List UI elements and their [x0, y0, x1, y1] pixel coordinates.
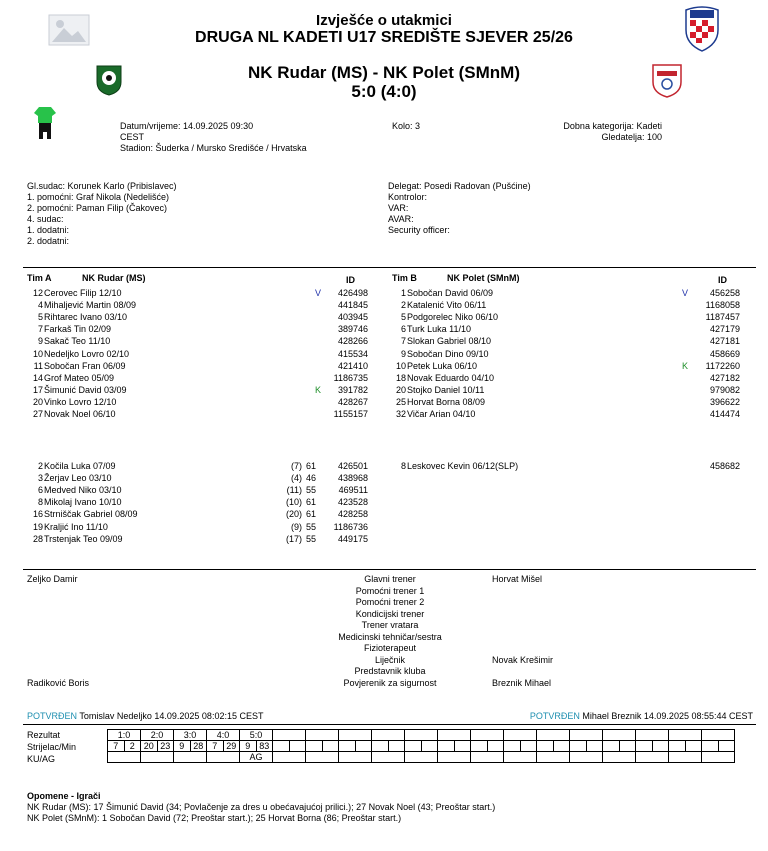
player-row — [29, 323, 368, 335]
ku-ag-cell — [405, 752, 438, 763]
staff-role-label: Pomoćni trener 1 — [355, 585, 425, 596]
result-cell — [570, 730, 603, 741]
staff-role-label: Glavni trener — [364, 574, 416, 584]
player-id: 389746 — [337, 324, 368, 335]
player-name: Žerjav Leo 03/10 — [44, 473, 112, 484]
player-number: 25 — [395, 396, 406, 407]
scorer-cell — [652, 741, 669, 752]
player-name: Leskovec Kevin 06/12(SLP) — [407, 461, 519, 471]
scorer-cell — [619, 741, 636, 752]
competition-title: DRUGA NL KADETI U17 SREDIŠTE SJEVER 25/26 — [195, 29, 573, 46]
player-name: Novak Noel 06/10 — [44, 409, 116, 419]
player-row — [29, 287, 368, 299]
result-cell — [471, 730, 504, 741]
ku-ag-cell — [174, 752, 207, 763]
player-id: 441845 — [337, 300, 368, 311]
sub-row — [29, 533, 368, 545]
player-row — [392, 311, 740, 323]
player-number: 9 — [400, 348, 406, 359]
official-line: 2. dodatni: — [27, 236, 70, 246]
player-role-mark: V — [682, 288, 689, 298]
staff-role-label: Kondicijski trener — [355, 608, 425, 619]
player-name: Vičar Arian 04/10 — [407, 409, 476, 419]
official-line: Kontrolor: — [388, 192, 428, 202]
player-id: 1168058 — [705, 300, 740, 311]
player-number: 5 — [37, 312, 43, 323]
ku-ag-cell — [636, 752, 669, 763]
team-b-representative: Breznik Mihael — [492, 678, 552, 688]
official-line: Gl.sudac: Korunek Karlo (Pribislavec) — [27, 181, 177, 191]
sub-row — [392, 460, 740, 472]
player-id: 449175 — [337, 533, 368, 544]
sub-row — [29, 496, 368, 508]
player-id: 423528 — [337, 497, 368, 508]
ku-ag-cell — [603, 752, 636, 763]
scorer-cell — [520, 741, 537, 752]
player-number: 14 — [32, 372, 43, 383]
match-round: Kolo: 3 — [392, 121, 421, 131]
player-row — [29, 299, 368, 311]
sub-replaced: (9) — [291, 521, 302, 532]
official-line: 4. sudac: — [27, 214, 64, 224]
player-row — [29, 335, 368, 347]
scorer-cell — [685, 741, 702, 752]
team-a-coach: Zeljko Damir — [27, 574, 78, 584]
player-name: Nedeljko Lovro 02/10 — [44, 348, 130, 359]
sub-minute: 46 — [305, 473, 316, 484]
scorer-cell — [372, 741, 389, 752]
player-number: 16 — [32, 509, 43, 520]
result-cell — [504, 730, 537, 741]
ku-ag-cell — [372, 752, 405, 763]
team-a-confirmation — [27, 711, 263, 721]
player-id: 403945 — [337, 312, 368, 323]
team-b-name: NK Polet (SMnM) — [447, 273, 520, 283]
match-title: NK Rudar (MS) - NK Polet (SMnM) — [248, 63, 520, 82]
report-title: Izvješće o utakmici — [316, 12, 452, 29]
staff-role-label: Fizioterapeut — [363, 643, 417, 653]
result-cell: 2:0 — [141, 730, 174, 741]
team-a-id-header: ID — [346, 275, 355, 285]
scorer-cell — [339, 741, 356, 752]
player-role-mark: V — [315, 288, 322, 298]
player-id: 1172260 — [705, 360, 740, 371]
player-number: 27 — [32, 409, 43, 419]
team-b-coach: Horvat Mišel — [492, 574, 543, 584]
player-id: 426501 — [337, 461, 368, 471]
player-name: Trstenjak Teo 09/09 — [44, 533, 123, 544]
staff-role-label: Predstavnik kluba — [354, 666, 426, 676]
player-number: 20 — [32, 396, 43, 407]
scorer-cell — [388, 741, 405, 752]
team-b-id-header: ID — [718, 275, 727, 285]
player-row — [29, 360, 368, 372]
ku-ag-cell — [537, 752, 570, 763]
player-row — [392, 372, 740, 384]
scorer-cell — [487, 741, 504, 752]
official-line: 1. dodatni: — [27, 225, 70, 235]
player-row — [392, 360, 740, 372]
goal-timeline-table — [107, 729, 735, 763]
player-name: Mikolaj Ivano 10/10 — [44, 497, 122, 508]
player-name: Horvat Borna 08/09 — [407, 396, 486, 407]
player-name: Podgorelec Niko 06/10 — [407, 312, 499, 323]
team-a-name: NK Rudar (MS) — [82, 273, 146, 283]
player-role-mark: K — [315, 384, 322, 395]
ku-ag-cell — [570, 752, 603, 763]
ku-ag-cell — [702, 752, 735, 763]
player-name: Novak Eduardo 04/10 — [407, 372, 495, 383]
player-name: Mihaljević Martin 08/09 — [44, 300, 137, 311]
player-id: 426498 — [337, 288, 368, 298]
player-name: Petek Luka 06/10 — [407, 360, 478, 371]
player-name: Medved Niko 03/10 — [44, 485, 122, 496]
player-name: Farkaš Tin 02/09 — [44, 324, 112, 335]
player-row — [29, 372, 368, 384]
scorer-cell — [553, 741, 570, 752]
score-label-ku-ag: KU/AG — [27, 754, 56, 764]
sub-replaced: (4) — [291, 473, 302, 484]
player-number: 6 — [37, 485, 43, 496]
player-name: Kočila Luka 07/09 — [44, 461, 116, 471]
player-name: Stojko Daniel 10/11 — [407, 384, 485, 395]
player-number: 10 — [395, 360, 406, 371]
scorer-cell — [504, 741, 521, 752]
sub-minute: 55 — [305, 521, 316, 532]
official-line: Delegat: Posedi Radovan (Pušćine) — [388, 181, 531, 191]
scorer-cell — [306, 741, 323, 752]
confirm-status: POTVRĐEN — [529, 711, 580, 721]
score-label-scorer: Strijelac/Min — [27, 742, 77, 752]
player-row — [392, 299, 740, 311]
player-row — [29, 348, 368, 360]
ku-ag-cell — [438, 752, 471, 763]
player-id: 428258 — [337, 509, 368, 520]
player-id: 438968 — [337, 473, 368, 484]
team-b-confirmation — [530, 711, 753, 721]
sub-replaced: (7) — [291, 461, 302, 471]
scorer-cell — [355, 741, 372, 752]
team-a-representative: Radiković Boris — [27, 678, 90, 688]
result-cell — [273, 730, 306, 741]
player-number: 10 — [32, 348, 43, 359]
player-number: 20 — [395, 384, 406, 395]
player-row — [392, 287, 740, 299]
player-name: Cerovec Filip 12/10 — [44, 288, 122, 298]
scorer-cell — [289, 741, 306, 752]
player-number: 2 — [37, 461, 43, 471]
ku-ag-cell — [273, 752, 306, 763]
result-cell: 3:0 — [174, 730, 207, 741]
match-stadium: Stadion: Šuderka / Mursko Središće / Hrvatska — [120, 143, 307, 153]
team-a-label: Tim A — [27, 273, 52, 283]
match-datetime: Datum/vrijeme: 14.09.2025 09:30 — [120, 121, 254, 131]
scorer-cell — [471, 741, 488, 752]
ku-ag-cell — [207, 752, 240, 763]
player-id: 456258 — [709, 288, 740, 298]
confirm-detail: Mihael Breznik 14.09.2025 08:55:44 CEST — [582, 711, 753, 721]
player-number: 11 — [33, 360, 43, 371]
player-row — [392, 384, 740, 396]
player-number: 9 — [37, 336, 43, 347]
player-id: 1155157 — [333, 409, 368, 419]
player-number: 2 — [400, 300, 406, 311]
player-row — [392, 335, 740, 347]
result-cell — [603, 730, 636, 741]
sub-replaced: (17) — [285, 533, 302, 544]
scorer-cell: 20 — [141, 741, 158, 752]
sub-minute: 61 — [305, 509, 316, 520]
staff-role-label: Pomoćni trener 2 — [355, 597, 425, 607]
player-id: 979082 — [709, 384, 740, 395]
scorer-cell — [570, 741, 587, 752]
sub-row — [29, 508, 368, 520]
player-row — [392, 323, 740, 335]
official-line: 2. pomoćni: Paman Filip (Čakovec) — [27, 203, 168, 213]
sub-minute: 61 — [305, 497, 316, 508]
player-id: 458669 — [709, 348, 740, 359]
scorer-cell — [322, 741, 339, 752]
sub-minute: 55 — [305, 533, 316, 544]
ku-ag-cell — [108, 752, 141, 763]
sub-row — [29, 460, 368, 472]
sub-row — [29, 521, 368, 533]
player-row — [29, 311, 368, 323]
ku-ag-cell — [471, 752, 504, 763]
player-number: 28 — [32, 533, 43, 544]
official-line: Security officer: — [388, 225, 450, 235]
player-id: 415534 — [337, 348, 368, 359]
sub-minute: 55 — [305, 485, 316, 496]
ku-ag-cell — [504, 752, 537, 763]
scorer-cell: 7 — [108, 741, 125, 752]
result-cell: 1:0 — [108, 730, 141, 741]
player-name: Šimunić David 03/09 — [44, 384, 127, 395]
scorer-cell — [669, 741, 686, 752]
sub-row — [29, 472, 368, 484]
official-line: AVAR: — [388, 214, 414, 224]
result-cell — [306, 730, 339, 741]
result-cell — [636, 730, 669, 741]
player-name: Vinko Lovro 12/10 — [44, 396, 117, 407]
player-number: 7 — [400, 336, 406, 347]
ku-ag-cell — [339, 752, 372, 763]
player-row — [392, 408, 740, 420]
player-id: 1186735 — [333, 372, 368, 383]
result-cell — [438, 730, 471, 741]
scorer-cell — [718, 741, 735, 752]
cautions-team-a: NK Rudar (MS): 17 Šimunić David (34; Povlačenje za dres u obećavajućoj prilici.); 27 Novak Noel (43; Preoštar start.) — [27, 802, 496, 812]
player-row — [392, 396, 740, 408]
player-id: 428266 — [337, 336, 368, 347]
scorer-cell — [421, 741, 438, 752]
player-number: 5 — [400, 312, 406, 323]
scorer-cell: 29 — [223, 741, 240, 752]
player-id: 1186736 — [333, 521, 368, 532]
official-line: 1. pomoćni: Graf Nikola (Nedelišće) — [27, 192, 170, 202]
scorer-cell: 83 — [256, 741, 273, 752]
player-name: Sakač Teo 11/10 — [44, 336, 111, 347]
scorer-cell — [405, 741, 422, 752]
result-cell — [405, 730, 438, 741]
scorer-cell — [603, 741, 620, 752]
player-row — [392, 348, 740, 360]
player-name: Strniščak Gabriel 08/09 — [44, 509, 138, 520]
player-id: 427181 — [709, 336, 740, 347]
cautions-team-b: NK Polet (SMnM): 1 Sobočan David (72; Preoštar start.); 25 Horvat Borna (86; Preoštar start.) — [27, 813, 402, 823]
player-number: 32 — [395, 409, 406, 419]
player-row — [29, 384, 368, 396]
result-cell — [372, 730, 405, 741]
player-id: 427182 — [709, 372, 740, 383]
player-number: 4 — [37, 300, 43, 311]
staff-role-label: Trener vratara — [361, 620, 419, 630]
player-id: 396622 — [709, 396, 740, 407]
staff-role-label: Medicinski tehničar/sestra — [338, 631, 442, 642]
player-number: 17 — [32, 384, 43, 395]
player-row — [29, 408, 368, 420]
sub-replaced: (11) — [286, 485, 302, 496]
team-b-label: Tim B — [392, 273, 417, 283]
result-cell — [537, 730, 570, 741]
sub-replaced: (10) — [285, 497, 302, 508]
sub-row — [29, 484, 368, 496]
confirm-status: POTVRĐEN — [27, 711, 78, 721]
staff-role-label: Povjerenik za sigurnost — [343, 677, 437, 688]
scorer-cell: 2 — [124, 741, 141, 752]
ku-ag-cell: AG — [240, 752, 273, 763]
age-category: Dobna kategorija: Kadeti — [563, 121, 662, 131]
player-id: 427179 — [709, 324, 740, 335]
player-number: 1 — [400, 288, 406, 298]
player-name: Turk Luka 11/10 — [407, 324, 472, 335]
result-cell: 5:0 — [240, 730, 273, 741]
scorer-cell: 9 — [174, 741, 191, 752]
player-name: Grof Mateo 05/09 — [44, 372, 115, 383]
player-id: 414474 — [709, 409, 740, 419]
scorer-cell: 28 — [190, 741, 207, 752]
sub-replaced: (20) — [285, 509, 302, 520]
score-label-result: Rezultat — [27, 730, 61, 740]
player-number: 8 — [37, 497, 43, 508]
team-b-physio: Novak Krešimir — [492, 655, 554, 665]
player-name: Kraljić Ino 11/10 — [44, 521, 108, 532]
player-id: 428267 — [337, 396, 368, 407]
player-id: 469511 — [338, 485, 368, 496]
kit-icon — [33, 106, 57, 140]
result-cell: 4:0 — [207, 730, 240, 741]
sub-minute: 61 — [305, 461, 316, 471]
player-number: 8 — [400, 461, 406, 471]
player-id: 421410 — [337, 360, 368, 371]
player-number: 19 — [32, 521, 43, 532]
official-line: VAR: — [388, 203, 409, 213]
scorer-cell — [636, 741, 653, 752]
result-cell — [669, 730, 702, 741]
result-cell — [339, 730, 372, 741]
confirm-detail: Tomislav Nedeljko 14.09.2025 08:02:15 CEST — [79, 711, 264, 721]
player-number: 12 — [32, 288, 43, 298]
player-number: 7 — [37, 324, 43, 335]
player-name: Slokan Gabriel 08/10 — [407, 336, 492, 347]
player-row — [29, 396, 368, 408]
scorer-cell — [586, 741, 603, 752]
player-name: Rihtarec Ivano 03/10 — [44, 312, 128, 323]
player-id: 1187457 — [705, 312, 740, 323]
player-number: 18 — [395, 372, 406, 383]
scorer-cell: 7 — [207, 741, 224, 752]
player-number: 3 — [37, 473, 43, 484]
match-score: 5:0 (4:0) — [351, 82, 417, 101]
player-name: Sobočan Dino 09/10 — [407, 348, 489, 359]
cautions-title: Opomene - Igrači — [27, 791, 101, 801]
scorer-cell — [702, 741, 719, 752]
ku-ag-cell — [669, 752, 702, 763]
scorer-cell — [273, 741, 290, 752]
player-id: 391782 — [337, 384, 368, 395]
staff-role-label: Liječnik — [374, 654, 405, 665]
ku-ag-cell — [141, 752, 174, 763]
player-id: 458682 — [709, 461, 740, 471]
player-name: Katalenić Vito 06/11 — [407, 300, 487, 311]
scorer-cell: 23 — [157, 741, 174, 752]
player-name: Sobočan Fran 06/09 — [44, 360, 126, 371]
scorer-cell — [438, 741, 455, 752]
scorer-cell — [454, 741, 471, 752]
player-role-mark: K — [682, 360, 689, 371]
result-cell — [702, 730, 735, 741]
scorer-cell — [537, 741, 554, 752]
scorer-cell: 9 — [240, 741, 257, 752]
player-name: Sobočan David 06/09 — [407, 288, 494, 298]
match-timezone: CEST — [120, 132, 145, 142]
ku-ag-cell — [306, 752, 339, 763]
spectators: Gledatelja: 100 — [601, 132, 662, 142]
player-number: 6 — [400, 324, 406, 335]
